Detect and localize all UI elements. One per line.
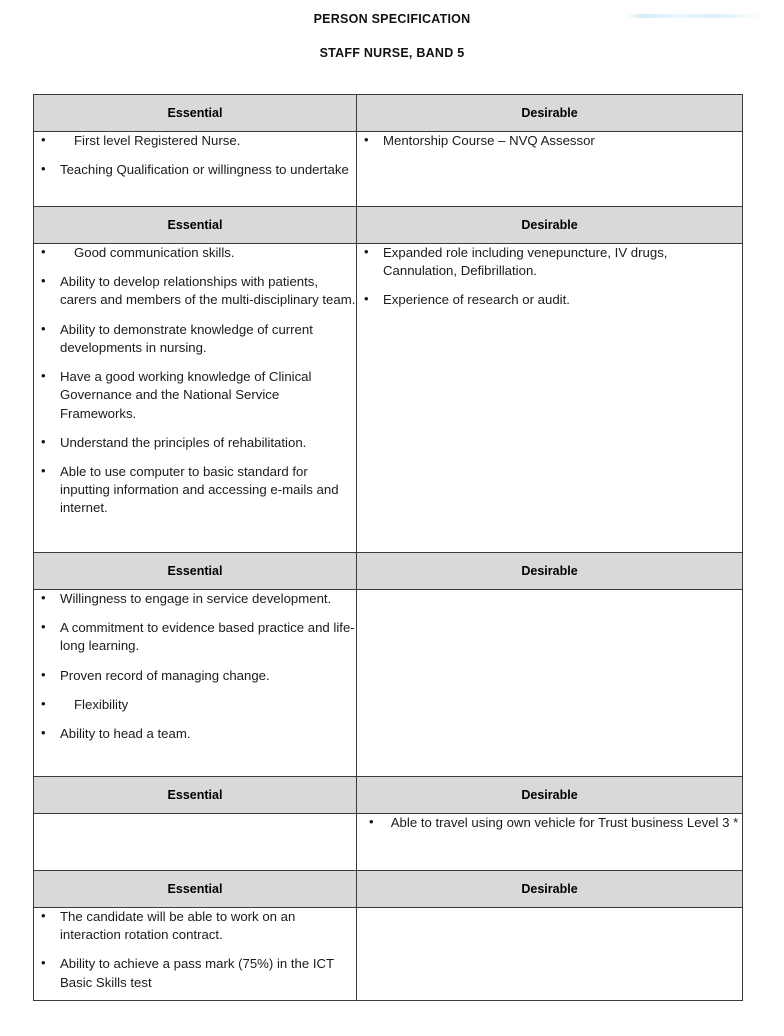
table-row [34, 132, 743, 207]
list-item: • Experience of research or audit. [357, 291, 742, 309]
list-item: • Expanded role including venepuncture, IV drugs, Cannulation, Defibrillation. [357, 244, 742, 280]
list-item: • Teaching Qualification or willingness to undertake [34, 161, 356, 179]
list-item: • Proven record of managing change. [34, 667, 356, 685]
person-specification-table [33, 94, 743, 1001]
column-header-desirable: Desirable [357, 553, 743, 590]
cell-desirable-5 [357, 908, 743, 1001]
cell-desirable-4 [357, 814, 743, 871]
table-row [34, 590, 743, 777]
page-subtitle: STAFF NURSE, BAND 5 [319, 46, 465, 60]
column-header-desirable: Desirable [357, 207, 743, 244]
empty-cell-content [357, 590, 742, 600]
table-header-row [34, 207, 743, 244]
list-item: • Able to use computer to basic standard for inputting information and accessing e-mails and internet. [34, 463, 356, 518]
table-header-row [34, 777, 743, 814]
list-item: • Have a good working knowledge of Clinical Governance and the National Service Frameworks. [34, 368, 356, 423]
list-item: • Good communication skills. [34, 244, 356, 262]
list-item: • Ability to achieve a pass mark (75%) in the ICT Basic Skills test [34, 955, 356, 991]
table-header-row [34, 553, 743, 590]
cell-desirable-3 [357, 590, 743, 777]
essential-list-1 [34, 132, 356, 179]
page-title: PERSON SPECIFICATION [313, 12, 471, 26]
cell-desirable-1 [357, 132, 743, 207]
cell-essential-5 [34, 908, 357, 1001]
essential-list-5 [34, 908, 356, 992]
list-item: • Flexibility [34, 696, 356, 714]
desirable-list-2 [357, 244, 742, 310]
list-item: • Ability to head a team. [34, 725, 356, 743]
column-header-desirable: Desirable [357, 95, 743, 132]
list-item: • The candidate will be able to work on an interaction rotation contract. [34, 908, 356, 944]
table-row [34, 908, 743, 1001]
column-header-essential: Essential [34, 207, 357, 244]
essential-list-2 [34, 244, 356, 518]
column-header-desirable: Desirable [357, 871, 743, 908]
essential-list-3 [34, 590, 356, 743]
desirable-list-1 [357, 132, 742, 150]
list-item: • A commitment to evidence based practice and life-long learning. [34, 619, 356, 655]
document-page [0, 12, 784, 1036]
list-item: • Ability to develop relationships with patients, carers and members of the multi-disciplinary team. [34, 273, 356, 309]
table-header-row [34, 95, 743, 132]
cell-essential-1 [34, 132, 357, 207]
column-header-essential: Essential [34, 777, 357, 814]
list-item: • Understand the principles of rehabilitation. [34, 434, 356, 452]
column-header-desirable: Desirable [357, 777, 743, 814]
cell-desirable-2 [357, 244, 743, 553]
desirable-list-4 [357, 814, 742, 832]
list-item: • Ability to demonstrate knowledge of current developments in nursing. [34, 321, 356, 357]
empty-cell-content [34, 814, 356, 824]
list-item: • First level Registered Nurse. [34, 132, 356, 150]
list-item: • Willingness to engage in service development. [34, 590, 356, 608]
cell-essential-2 [34, 244, 357, 553]
table-header-row [34, 871, 743, 908]
scan-edge-artifact [626, 14, 766, 18]
column-header-essential: Essential [34, 553, 357, 590]
cell-essential-4 [34, 814, 357, 871]
table-row [34, 244, 743, 553]
list-item: • Mentorship Course – NVQ Assessor [357, 132, 742, 150]
table-row [34, 814, 743, 871]
cell-essential-3 [34, 590, 357, 777]
column-header-essential: Essential [34, 95, 357, 132]
list-item: • Able to travel using own vehicle for Trust business Level 3 * [357, 814, 742, 832]
column-header-essential: Essential [34, 871, 357, 908]
empty-cell-content [357, 908, 742, 918]
